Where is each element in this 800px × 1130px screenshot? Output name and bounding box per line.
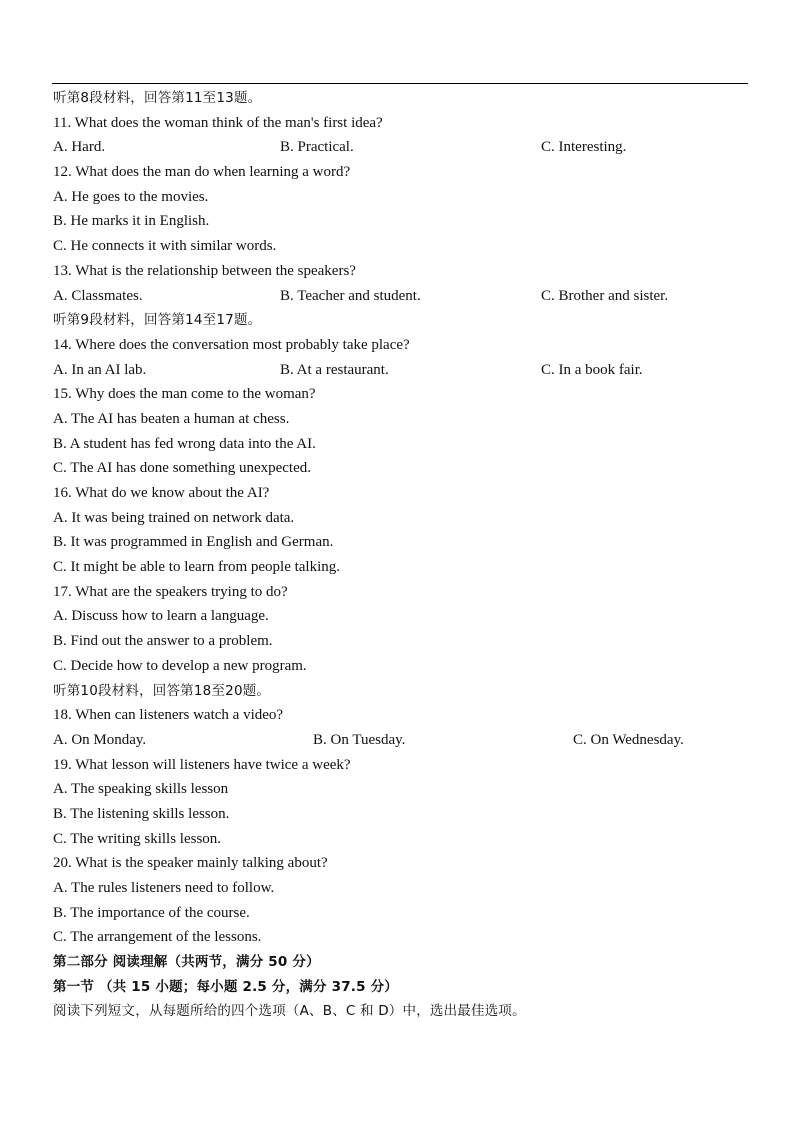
section1-heading: 第一节 （共 15 小题；每小题 2.5 分，满分 37.5 分） [53,978,399,995]
options-11 [53,135,753,160]
option-c: C. It might be able to learn from people talking. [53,559,341,576]
option-b: B. Practical. [280,139,354,156]
option-a: A. In an AI lab. [53,361,147,378]
question-17: 17. What are the speakers trying to do? [53,583,288,600]
question-13: 13. What is the relationship between the speakers? [53,262,356,279]
option-b: B. He marks it in English. [53,213,210,230]
section-intro-9: 听第9段材料，回答第14至17题。 [53,312,262,329]
option-c: C. The writing skills lesson. [53,830,222,847]
option-c: C. He connects it with similar words. [53,238,277,255]
options-18 [53,728,753,753]
option-c: C. Interesting. [541,139,627,156]
option-b: B. The listening skills lesson. [53,805,230,822]
reading-instruction: 阅读下列短文，从每题所给的四个选项（A、B、C 和 D）中，选出最佳选项。 [53,1003,526,1020]
option-c: C. Decide how to develop a new program. [53,657,307,674]
option-c: C. The arrangement of the lessons. [53,929,262,946]
option-b: B. Find out the answer to a problem. [53,633,273,650]
option-b: B. It was programmed in English and German. [53,534,334,551]
option-a: A. The speaking skills lesson [53,781,229,798]
question-12: 12. What does the man do when learning a word? [53,164,351,181]
question-16: 16. What do we know about the AI? [53,485,270,501]
question-14: 14. Where does the conversation most probably take place? [53,336,410,353]
option-b: B. Teacher and student. [280,287,421,304]
option-b: B. A student has fed wrong data into the AI. [53,435,316,452]
question-19: 19. What lesson will listeners have twice a week? [53,756,351,773]
option-b: B. At a restaurant. [280,361,389,378]
option-b: B. The importance of the course. [53,904,250,921]
question-11: 11. What does the woman think of the man's first idea? [53,114,383,131]
question-18: 18. When can listeners watch a video? [53,707,284,724]
option-a: A. Hard. [53,139,106,156]
option-a: A. The AI has beaten a human at chess. [53,410,290,427]
option-c: C. Brother and sister. [541,287,669,304]
option-c: C. In a book fair. [541,361,643,378]
question-15: 15. Why does the man come to the woman? [53,386,316,403]
exam-content [53,86,753,1024]
section-intro-8: 听第8段材料，回答第11至13题。 [53,90,262,106]
question-20: 20. What is the speaker mainly talking about? [53,855,328,872]
option-a: A. Discuss how to learn a language. [53,608,269,625]
option-a: A. Classmates. [53,287,143,304]
option-a: A. The rules listeners need to follow. [53,880,275,896]
option-c: C. The AI has done something unexpected. [53,460,312,477]
options-14 [53,358,753,383]
part2-heading: 第二部分 阅读理解（共两节，满分 50 分） [53,954,320,971]
option-c: C. On Wednesday. [573,731,684,748]
option-a: A. On Monday. [53,731,147,748]
option-a: A. It was being trained on network data. [53,509,295,526]
options-13 [53,284,753,309]
option-b: B. On Tuesday. [313,731,406,748]
option-a: A. He goes to the movies. [53,188,209,205]
header-rule [52,83,748,84]
section-intro-10: 听第10段材料，回答第18至20题。 [53,682,271,699]
